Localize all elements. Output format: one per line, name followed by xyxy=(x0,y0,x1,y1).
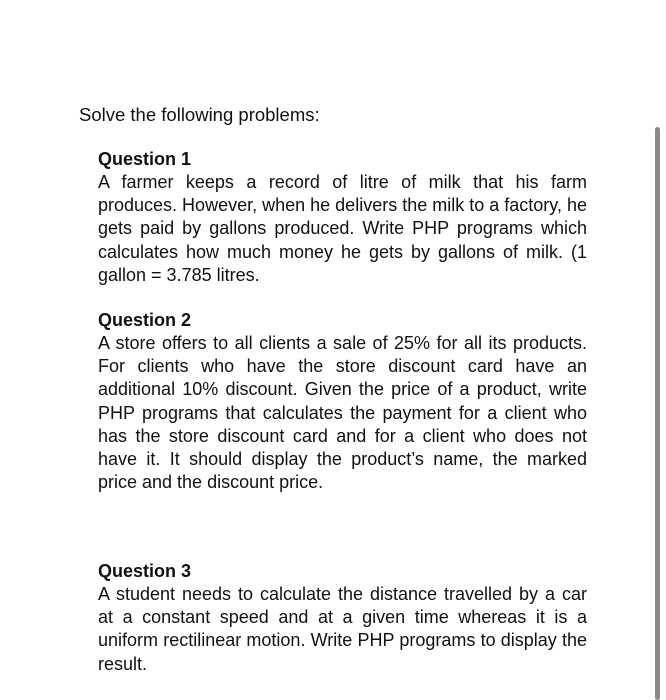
question-1-title: Question 1 xyxy=(98,149,192,169)
question-2-title: Question 2 xyxy=(98,310,192,330)
question-2 xyxy=(98,309,587,494)
question-3-title: Question 3 xyxy=(98,561,192,581)
question-3-text: A student needs to calculate the distance travelled by a car at a constant speed and at a given time whereas it is a uniform rectilinear motion. Write PHP programs to display the result. xyxy=(98,584,587,674)
instructions-heading: Solve the following problems: xyxy=(79,104,320,125)
question-1 xyxy=(98,148,587,287)
question-1-text: A farmer keeps a record of litre of milk that his farm produces. However, when he delivers the milk to a factory, he gets paid by gallons produced. Write PHP programs which calculates how much money he gets by gallons of milk. (1 gallon = 3.785 litres. xyxy=(98,172,587,285)
question-3 xyxy=(98,560,587,676)
question-2-text: A store offers to all clients a sale of 25% for all its products. For clients who have the store discount card have an additional 10% discount. Given the price of a product, write PHP programs that calculates the payment for a client who has the store discount card and for a client who does not have it. It should display the product’s name, the marked price and the discount price. xyxy=(98,333,587,493)
vertical-scrollbar[interactable] xyxy=(655,127,660,700)
